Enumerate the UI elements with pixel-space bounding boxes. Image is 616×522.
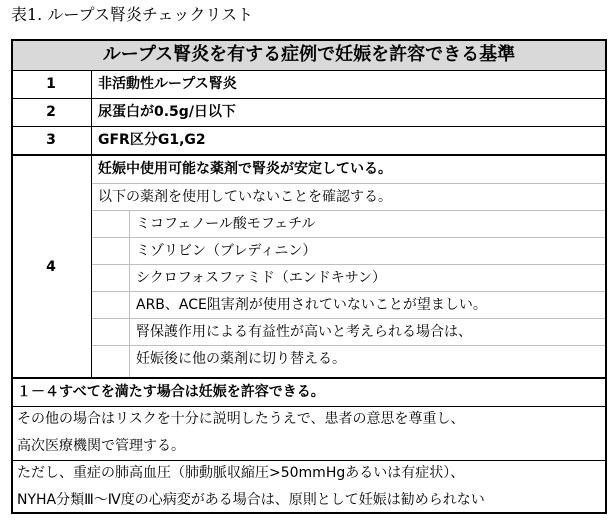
criterion-text-2: 尿蛋白が0.5g/日以下 xyxy=(98,104,236,120)
row-divider xyxy=(92,318,607,319)
warning-line: ただし、重症の肺高血圧（肺動脈収縮圧>50mmHgあるいは有症状）、 xyxy=(17,465,465,481)
column-divider xyxy=(91,70,92,378)
table-caption: 表1. ループス腎炎チェックリスト xyxy=(11,5,254,24)
row-divider xyxy=(11,377,607,379)
drug-list-item: ミコフェノール酸モフェチル xyxy=(136,216,316,232)
criterion-4-subheading: 以下の薬剤を使用していないことを確認する。 xyxy=(98,189,392,205)
note-line: 高次医療機関で管理する。 xyxy=(17,438,185,454)
column-divider xyxy=(129,210,130,377)
drug-list-item: ARB、ACE阻害剤が使用されていないことが望ましい。 xyxy=(136,297,487,313)
summary-statement: １－４すべてを満たす場合は妊娠を許容できる。 xyxy=(17,384,325,400)
criterion-text-3: GFR区分G1,G2 xyxy=(98,132,206,148)
row-divider xyxy=(11,126,607,127)
table-border xyxy=(11,39,607,41)
drug-list-item: シクロフォスファミド（エンドキサン） xyxy=(136,270,387,286)
row-divider xyxy=(92,345,607,346)
table-border xyxy=(605,39,607,514)
row-divider xyxy=(11,98,607,99)
criterion-number-4: 4 xyxy=(46,259,56,275)
criterion-number-2: 2 xyxy=(46,104,56,120)
table-title: ループス腎炎を有する症例で妊娠を許容できる基準 xyxy=(11,39,607,70)
row-divider xyxy=(92,237,607,238)
row-divider xyxy=(92,264,607,265)
table-border xyxy=(11,512,607,514)
criterion-number-1: 1 xyxy=(46,76,56,92)
row-divider xyxy=(11,406,607,407)
drug-list-item: 妊娠後に他の薬剤に切り替える。 xyxy=(136,351,346,367)
drug-list-item: ミゾリビン（ブレディニン） xyxy=(136,243,317,259)
row-divider xyxy=(11,70,607,71)
row-divider xyxy=(92,210,607,211)
criterion-number-3: 3 xyxy=(46,132,56,148)
criterion-4-heading: 妊娠中使用可能な薬剤で腎炎が安定している。 xyxy=(98,161,392,177)
drug-list-item: 腎保護作用による有益性が高いと考えられる場合は、 xyxy=(136,324,472,340)
criterion-text-1: 非活動性ループス腎炎 xyxy=(98,76,237,92)
warning-line: NYHA分類Ⅲ～Ⅳ度の心病変がある場合は、原則として妊娠は勧められない xyxy=(17,492,485,508)
row-divider xyxy=(92,291,607,292)
row-divider xyxy=(92,183,607,184)
note-line: その他の場合はリスクを十分に説明したうえで、患者の意思を尊重し、 xyxy=(17,411,465,427)
row-divider xyxy=(11,154,607,156)
criteria-table xyxy=(11,39,607,514)
row-divider xyxy=(11,460,607,461)
table-border xyxy=(11,39,13,514)
